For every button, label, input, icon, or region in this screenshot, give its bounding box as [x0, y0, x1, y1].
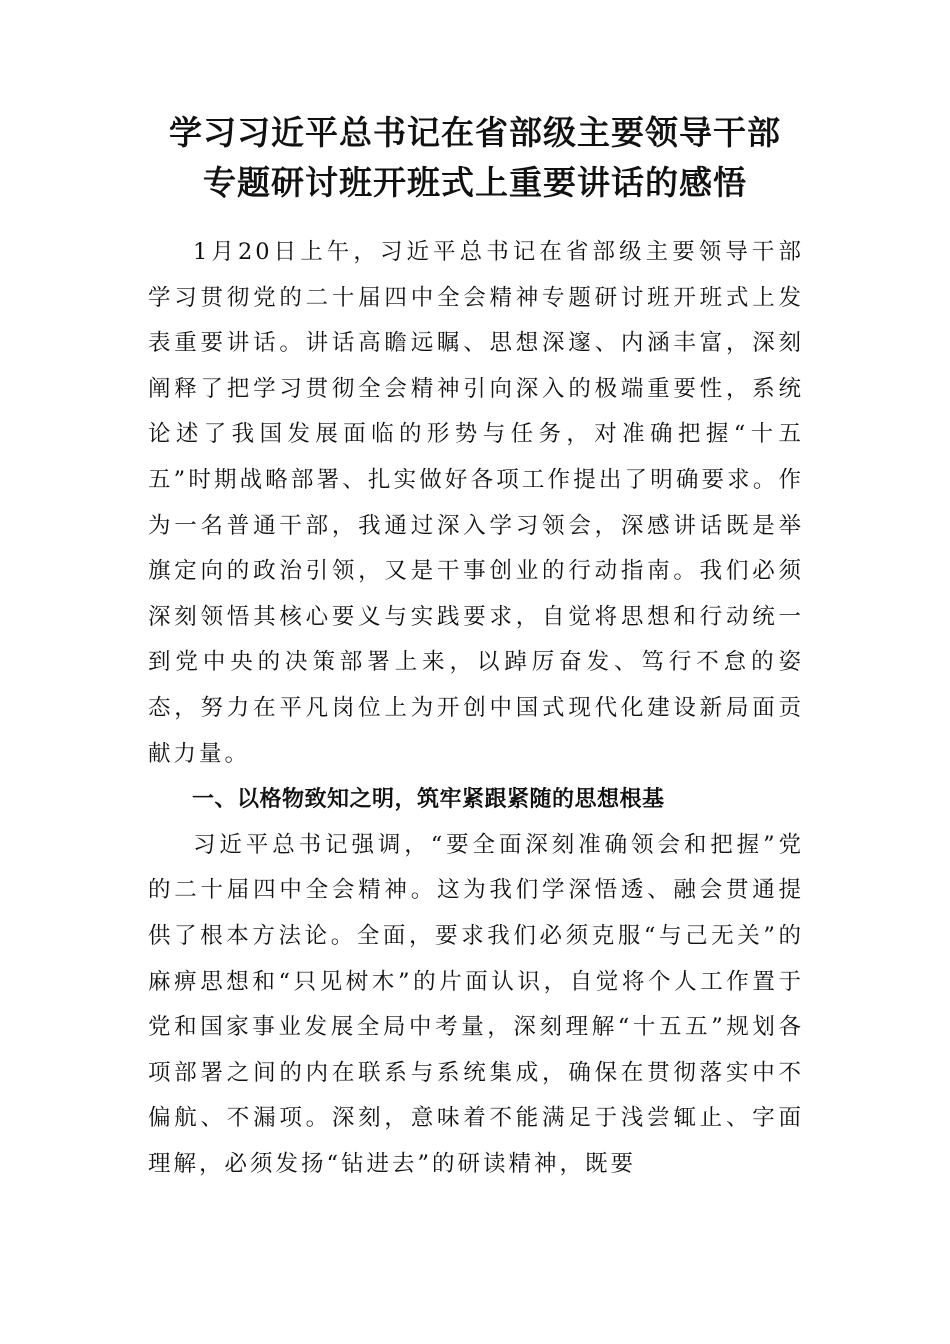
section-1-paragraph: 习近平总书记强调，“要全面深刻准确领会和把握”党的二十届四中全会精神。这为我们学深悟透、融会贯通提供了根本方法论。全面，要求我们必须克服“与己无关”的麻痹思想和“只见树木”的片面认识，自觉将个人工作置于党和国家事业发展全局中考量，深刻理解“十五五”规划各项部署之间的内在联系与系统集成，确保在贯彻落实中不偏航、不漏项。深刻，意味着不能满足于浅尝辄止、字面理解，必须发扬“钻进去”的研读精神，既要 — [148, 831, 804, 1177]
title-line-2: 专题研讨班开班式上重要讲话的感悟 — [203, 163, 747, 202]
section-1-heading: 一、以格物致知之明，筑牢紧跟紧随的思想根基 — [192, 787, 665, 813]
intro-paragraph: 1月20日上午，习近平总书记在省部级主要领导干部学习贯彻党的二十届四中全会精神专题研讨班开班式上发表重要讲话。讲话高瞻远瞩、思想深邃、内涵丰富，深刻阐释了把学习贯彻全会精神引向深入的极端重要性，系统论述了我国发展面临的形势与任务，对准确把握“十五五”时期战略部署、扎实做好各项工作提出了明确要求。作为一名普通干部，我通过深入学习领会，深感讲话既是举旗定向的政治引领，又是干事创业的行动指南。我们必须深刻领悟其核心要义与实践要求，自觉将思想和行动统一到党中央的决策部署上来，以踔厉奋发、笃行不怠的姿态，努力在平凡岗位上为开创中国式现代化建设新局面贡献力量。 — [148, 239, 804, 767]
title-line-1: 学习习近平总书记在省部级主要领导干部 — [169, 113, 781, 152]
document-body — [148, 230, 804, 1187]
document-title — [120, 108, 830, 208]
